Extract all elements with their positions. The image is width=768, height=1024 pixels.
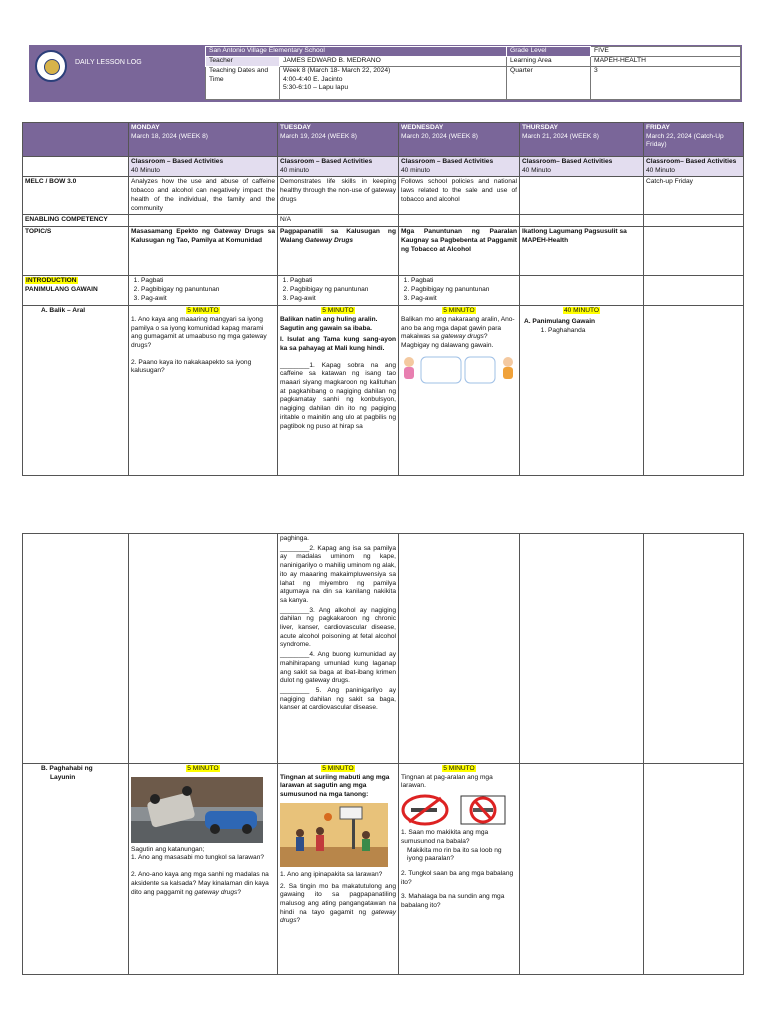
enabling-label: ENABLING COMPETENCY — [23, 215, 129, 227]
balik-tue: 5 MINUTO Balikan natin ang huling aralin. Sagutin ang gawain sa ibaba. I. Isulat ang Tama kung sang-ayon ka sa pahayag at Mali kung hindi. ________1. Kapag sobra na ang caffeine sa katawan ng isang tao maaari siyang magkaroon ng kalituhan at pagkahibang o nagiging dahilan ng pagkamatay sanhi ng konbulsyon, nagiging dahilan din ito ng pagiging iritable o mainitin ang ulo at pagbilis ng pagtibok ng puso at hirap sa — [278, 306, 399, 476]
car-wheel-1 — [150, 794, 160, 804]
date-values — [280, 67, 507, 100]
player-2 — [316, 827, 324, 835]
player-1-body — [296, 837, 304, 851]
melc-tue: Demonstrates life skills in keeping healthy through the non-use of gateway drugs — [278, 177, 399, 215]
thought-box-right — [465, 357, 495, 383]
paghahabi-wed: 5 MINUTO Tingnan at pag-aralan ang mga larawan. 1. Saan mo makikita ang mga sumusunod na babala? Makikita mo rin ba ito sa loob ng iyong paaralan? 2. Tungkol saan ba ang mga babalang ito? 3. Mahalaga ba na sundin ang mga babalang ito? — [399, 764, 520, 975]
enabling-fri — [644, 215, 744, 227]
paghahabi-thu — [520, 764, 644, 975]
day-header-thu: THURSDAY March 21, 2024 (WEEK 8) — [520, 123, 644, 157]
grade-value: FIVE — [591, 47, 741, 57]
player-3-body — [362, 839, 370, 851]
basketball-icon — [324, 813, 332, 821]
melc-label: MELC / BOW 3.0 — [23, 177, 129, 215]
time-slot-1: 4:00-4:40 E. Jacinto — [283, 75, 343, 83]
activity-mon: Classroom – Based Activities 40 Minuto — [129, 157, 278, 177]
balik-mon: 5 MINUTO 1. Ano kaya ang maaaring mangyari sa iyong pamilya o sa iyong komunidad kapag marami ang gumagamit at umaabuso ng mga gateway drugs? 2. Paano kaya ito nakakaapekto sa iyong kalusugan? — [129, 306, 278, 476]
player-3 — [362, 831, 370, 839]
deped-seal-icon — [35, 50, 67, 82]
quarter-value: 3 — [591, 67, 741, 100]
intro-label: INTRODUCTION PANIMULANG GAWAIN — [23, 276, 129, 306]
balik-thu: 40 MINUTO A. Panimulang Gawain 1. Paghahanda — [520, 306, 644, 476]
car-accident-photo — [131, 777, 263, 843]
melc-wed: Follows school policies and national laws related to the sale and use of tobacco and alcohol — [399, 177, 520, 215]
blue-car-wheel-2 — [242, 824, 252, 834]
day-header-fri: FRIDAY March 22, 2024 (Catch-Up Friday) — [644, 123, 744, 157]
cont-thu — [520, 534, 644, 764]
day-header-tue: TUESDAY March 19, 2024 (WEEK 8) — [278, 123, 399, 157]
enabling-thu — [520, 215, 644, 227]
thought-box-left — [421, 357, 461, 383]
activity-thu: Classroom– Based Activities 40 Minuto — [520, 157, 644, 177]
enabling-wed — [399, 215, 520, 227]
boy-head-icon — [503, 357, 513, 367]
week-range: Week 8 (March 18- March 22, 2024) — [283, 67, 391, 74]
player-2-body — [316, 835, 324, 851]
activity-fri: Classroom– Based Activities 40 Minuto — [644, 157, 744, 177]
corner-cell — [23, 123, 129, 157]
grade-label: Grade Level — [507, 47, 591, 57]
area-label: Learning Area — [507, 57, 591, 67]
day-header-mon: MONDAY March 18, 2024 (WEEK 8) — [129, 123, 278, 157]
teacher-label: Teacher — [206, 57, 280, 67]
balik-tue-cont: paghinga. ________2. Kapag ang isa sa pamilya ay madalas uminom ng kape, naninigarilyo o mahilig uminom ng alak, ito ay maaaring makaimpluwensiya sa lahat ng miyembro ng pamilya atgumaya na din sa kanilang nakikita sa kanya. ________3. Ang alkohol ay nagiging dahilan ng pagkakaroon ng chronic liver, kanser, cardiovascular disease, acute alcohol poisoning at fetal alcohol syndrome. ________4. Ang buong kumunidad ay mahihirapang umunlad kung laganap ang sakit sa baga at ibat-ibang krimen dulot ng gateway drugs. ________ 5. Ang paninigarilyo ay nagiging dahilan ng sakit sa baga, kanser at cardiovascular disease. — [278, 534, 399, 764]
girl-head-icon — [404, 357, 414, 367]
paghahabi-fri — [644, 764, 744, 975]
intro-wed: 1. Pagbati 2. Pagbibigay ng panuntunan 3. Pag-awit — [399, 276, 520, 306]
cont-wed — [399, 534, 520, 764]
cont-mon — [129, 534, 278, 764]
header-title: DAILY LESSON LOG — [75, 59, 142, 66]
topic-label: TOPIC/S — [23, 227, 129, 276]
enabling-mon — [129, 215, 278, 227]
girl-dress-icon — [404, 367, 414, 379]
melc-mon: Analyzes how the use and abuse of caffeine tobacco and alcohol can negatively impact the health of the individual, the family and the community — [129, 177, 278, 215]
topic-fri — [644, 227, 744, 276]
intro-fri — [644, 276, 744, 306]
topic-thu: Ikatlong Lagumang Pagsusulit sa MAPEH-Health — [520, 227, 644, 276]
no-smoking-signs — [401, 794, 513, 826]
area-value: MAPEH-HEALTH — [591, 57, 741, 67]
activity-tue: Classroom – Based Activities 40 minuto — [278, 157, 399, 177]
balik-aral-label: A. Balik – Aral — [23, 306, 129, 476]
topic-mon: Masasamang Epekto ng Gateway Drugs sa Kalusugan ng Tao, Pamilya at Komunidad — [129, 227, 278, 276]
melc-thu — [520, 177, 644, 215]
intro-thu — [520, 276, 644, 306]
paghahabi-label: B. Paghahabi ng Layunin — [23, 764, 129, 975]
intro-mon: 1. Pagbati 2. Pagbibigay ng panuntunan 3. Pag-awit — [129, 276, 278, 306]
date-label: Teaching Dates and Time — [206, 67, 280, 100]
time-slot-2: 5:30-6:10 – Lapu lapu — [283, 84, 349, 92]
melc-fri: Catch-up Friday — [644, 177, 744, 215]
activity-wed: Classroom – Based Activities 40 minuto — [399, 157, 520, 177]
cont-label — [23, 534, 129, 764]
car-wheel-2 — [182, 786, 192, 796]
hoop-board — [340, 807, 362, 819]
topic-tue: Pagpapanatili sa Kalusugan ng Walang Gateway Drugs — [278, 227, 399, 276]
balik-wed: 5 MINUTO Balikan mo ang nakaraang aralin, Ano-ano ba ang mga dapat gawin para makaiwas sa gateway drugs? Magbigay ng dalawang gawain. — [399, 306, 520, 476]
blue-car-wheel-1 — [210, 824, 220, 834]
day-header-wed: WEDNESDAY March 20, 2024 (WEEK 8) — [399, 123, 520, 157]
cont-fri — [644, 534, 744, 764]
lesson-log-header — [29, 45, 742, 102]
player-1 — [296, 829, 304, 837]
lesson-table-page-2 — [22, 533, 744, 975]
subheader-empty — [23, 157, 129, 177]
balik-fri — [644, 306, 744, 476]
teacher-value: JAMES EDWARD B. MEDRANO — [280, 57, 507, 67]
boy-shirt-icon — [503, 367, 513, 379]
lesson-table-page-1 — [22, 122, 744, 476]
quarter-label: Quarter — [507, 67, 591, 100]
school-name: San Antonio Village Elementary School — [206, 47, 507, 57]
intro-tue: 1. Pagbati 2. Pagbibigay ng panuntunan 3. Pag-awit — [278, 276, 399, 306]
paghahabi-mon: 5 MINUTO Sagutin ang katanungan; 1. Ano ang masasabi mo tungkol sa larawan? 2. Ano-ano kaya ang mga sanhi ng madalas na aksidente sa kalsada? May kinalaman din kaya dito ang paggamit ng gateway drugs? — [129, 764, 278, 975]
header-info-table — [205, 46, 741, 100]
enabling-tue: N/A — [278, 215, 399, 227]
topic-wed: Mga Panuntunan ng Paaralan Kaugnay sa Pagbebenta at Paggamit ng Tobacco at Alcohol — [399, 227, 520, 276]
kids-thinking-illustration — [401, 354, 517, 386]
basketball-kids-photo — [280, 803, 388, 867]
paghahabi-tue: 5 MINUTO Tingnan at suriing mabuti ang mga larawan at sagutin ang mga sumusunod na mga tanong: 1. Ano ang ipinapakita sa larawan? 2. Sa tingin mo ba makatutulong ang gawaing ito sa pagpapanatiling malusog ang ating pangangatawan na hindi na tayo gagamit ng gateway drugs? — [278, 764, 399, 975]
